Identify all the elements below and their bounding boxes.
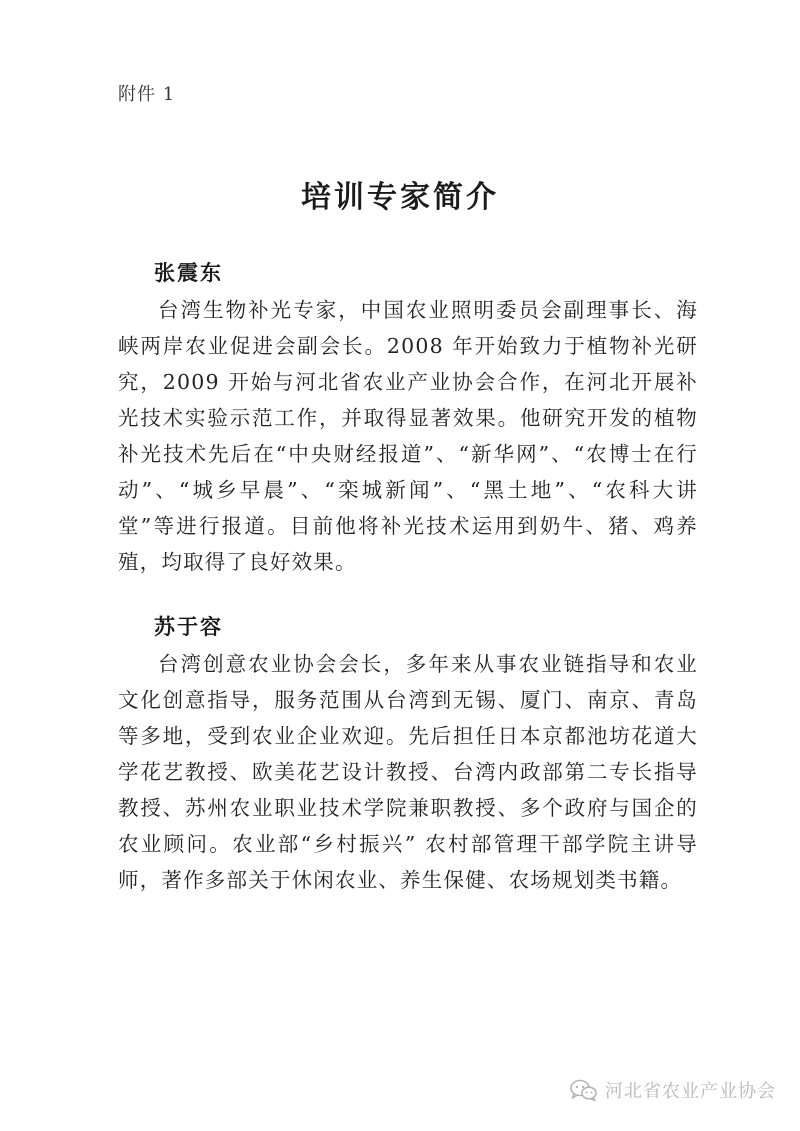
expert-name: 张震东 — [154, 261, 223, 285]
expert-profile — [118, 258, 698, 580]
expert-profile — [118, 612, 698, 898]
attachment-label: 附件 1 — [118, 84, 176, 105]
document-title: 培训专家简介 — [301, 180, 499, 216]
expert-name: 苏于容 — [154, 615, 223, 639]
watermark — [569, 1077, 776, 1103]
watermark-text: 河北省农业产业协会 — [605, 1081, 776, 1102]
expert-bio: 台湾生物补光专家，中国农业照明委员会副理事长、海峡两岸农业促进会副会长。2008 年开始致力于植物补光研究，2009 开始与河北省农业产业协会合作，在河北开展补光技术实验示范工作，并取得显著效果。他研究开发的植物补光技术先后在“中央财经报道”、“新华网”、“农博士在行动”、“城乡早晨”、“栾城新闻”、“黑土地”、“农科大讲堂”等进行报道。目前他将补光技术运用到奶牛、猪、鸡养殖，均取得了良好效果。 — [118, 298, 698, 574]
wechat-icon — [569, 1078, 599, 1102]
expert-bio: 台湾创意农业协会会长，多年来从事农业链指导和农业文化创意指导，服务范围从台湾到无锡、厦门、南京、青岛等多地，受到农业企业欢迎。先后担任日本京都池坊花道大学花艺教授、欧美花艺设计教授、台湾内政部第二专长指导教授、苏州农业职业技术学院兼职教授、多个政府与国企的农业顾问。农业部“乡村振兴” 农村部管理干部学院主讲导师，著作多部关于休闲农业、养生保健、农场规划类书籍。 — [118, 652, 698, 892]
